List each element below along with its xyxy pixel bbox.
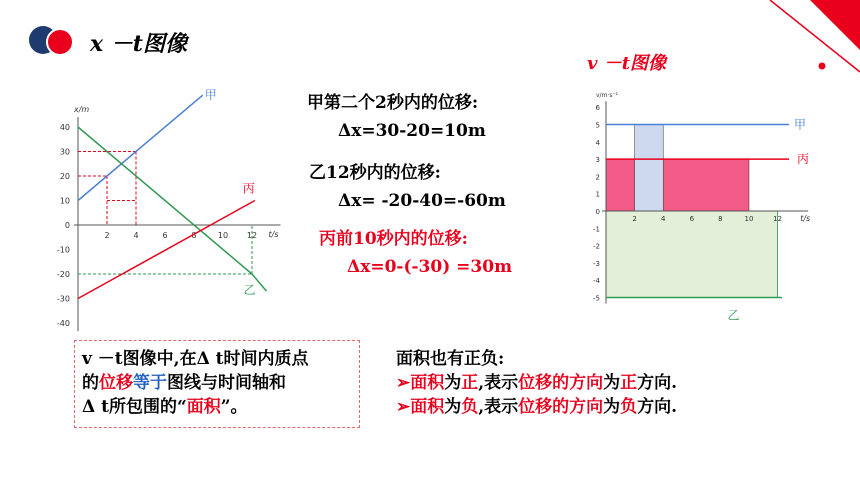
series-label: 甲 — [794, 117, 807, 132]
note-2d: 图线与时间轴和 — [167, 373, 286, 393]
y-tick-label: 0 — [64, 221, 70, 230]
note-3a: Δ t所包围的“ — [82, 397, 187, 417]
y-tick-label: -3 — [593, 259, 600, 268]
b1d: ,表示 — [478, 373, 519, 393]
note-3c: ”。 — [220, 397, 248, 417]
text-line-2: Δx=30-20=10m — [338, 121, 486, 141]
area-heading: 面积也有正负: — [396, 349, 505, 369]
y-tick-label: 3 — [595, 156, 600, 165]
y-axis-label: x/m — [74, 105, 90, 114]
area-fill-bing — [606, 159, 749, 211]
y-tick-label: 4 — [595, 138, 600, 147]
note-line-1 — [82, 348, 309, 371]
y-tick-label: -20 — [56, 270, 70, 279]
note-2c: 等于 — [133, 373, 167, 393]
text-line-1: 甲第二个2秒内的位移: — [307, 93, 479, 113]
series-label: 乙 — [243, 283, 256, 298]
b1c: 正 — [461, 373, 479, 393]
x-tick-label: 10 — [744, 215, 754, 223]
y-tick-label: 40 — [59, 123, 70, 132]
x-tick-label: 12 — [773, 215, 783, 223]
y-tick-label: -4 — [593, 277, 600, 286]
note-3b: 面积 — [186, 397, 221, 417]
b2e: 位移的方向 — [518, 397, 604, 417]
xt-chart — [40, 88, 290, 328]
b1f: 为 — [603, 373, 621, 393]
y-tick-label: -1 — [593, 225, 600, 234]
area-fill-yi — [606, 211, 778, 298]
note-line-2 — [82, 372, 286, 395]
text-line-6: Δx=0-(-30) =30m — [347, 257, 513, 277]
b2h: 方向. — [637, 397, 678, 417]
y-tick-label: 6 — [595, 104, 600, 113]
x-axis-label: t/s — [268, 230, 279, 239]
b2d: ,表示 — [478, 397, 519, 417]
note-2b: 位移 — [99, 373, 133, 393]
logo-circle-red — [46, 28, 74, 56]
x-tick-label: 8 — [191, 231, 197, 240]
series-line-2 — [78, 201, 258, 299]
text-line-5: 丙前10秒内的位移: — [319, 229, 468, 249]
x-tick-label: 6 — [689, 215, 695, 223]
series-label: 甲 — [204, 88, 217, 103]
text-line-4: Δx= -20-40=-60m — [338, 191, 506, 211]
corner-decoration — [740, 0, 860, 80]
x-tick-label: 8 — [718, 215, 723, 223]
area-bullet-1 — [396, 372, 677, 395]
x-tick-label: 4 — [660, 215, 666, 223]
area-fill-jia — [635, 125, 664, 212]
b2c: 负 — [461, 397, 479, 417]
y-tick-label: -40 — [56, 319, 70, 328]
y-tick-label: 1 — [595, 190, 600, 199]
b1g: 正 — [620, 373, 638, 393]
x-tick-label: 2 — [104, 231, 110, 240]
bullet-arrow-icon: ➢ — [396, 397, 411, 417]
bullet-arrow-icon: ➢ — [396, 373, 411, 393]
x-tick-label: 10 — [217, 231, 229, 240]
y-tick-label: 30 — [59, 147, 70, 157]
vt-chart — [580, 86, 811, 323]
area-bullet-2 — [396, 396, 677, 419]
series-label: 丙 — [242, 181, 255, 196]
x-tick-label: 4 — [133, 231, 139, 240]
y-tick-label: -5 — [593, 294, 600, 303]
b1b: 为 — [444, 373, 462, 393]
b1h: 方向. — [637, 373, 678, 393]
y-tick-label: -10 — [56, 245, 70, 255]
b1a: 面积 — [410, 373, 445, 393]
series-label: 丙 — [797, 152, 810, 167]
x-axis-label: t/s — [800, 214, 811, 223]
vt-chart-title: v －t图像 — [587, 53, 667, 74]
series-line-0 — [78, 95, 203, 200]
x-tick-label: 6 — [162, 231, 168, 240]
note-line-1-text: v －t图像中,在Δ t时间内质点 — [82, 349, 309, 369]
x-tick-label: 12 — [246, 231, 258, 240]
note-line-3 — [82, 396, 248, 419]
y-tick-label: 2 — [595, 173, 600, 182]
y-axis-label: v/m·s⁻¹ — [596, 92, 619, 100]
b2g: 负 — [620, 397, 638, 417]
text-line-3: 乙12秒内的位移: — [309, 163, 441, 183]
y-tick-label: -2 — [593, 242, 600, 251]
b2b: 为 — [444, 397, 462, 417]
page-title: x －t图像 — [90, 31, 187, 57]
b2f: 为 — [603, 397, 621, 417]
y-tick-label: 0 — [595, 208, 600, 216]
x-tick-label: 2 — [632, 215, 637, 223]
note-2a: 的 — [82, 373, 99, 393]
b2a: 面积 — [410, 397, 445, 417]
y-tick-label: -30 — [56, 294, 70, 304]
y-tick-label: 20 — [59, 172, 70, 181]
y-tick-label: 10 — [59, 196, 70, 206]
series-label: 乙 — [727, 308, 740, 323]
y-tick-label: 5 — [595, 121, 600, 130]
b1e: 位移的方向 — [518, 373, 604, 393]
